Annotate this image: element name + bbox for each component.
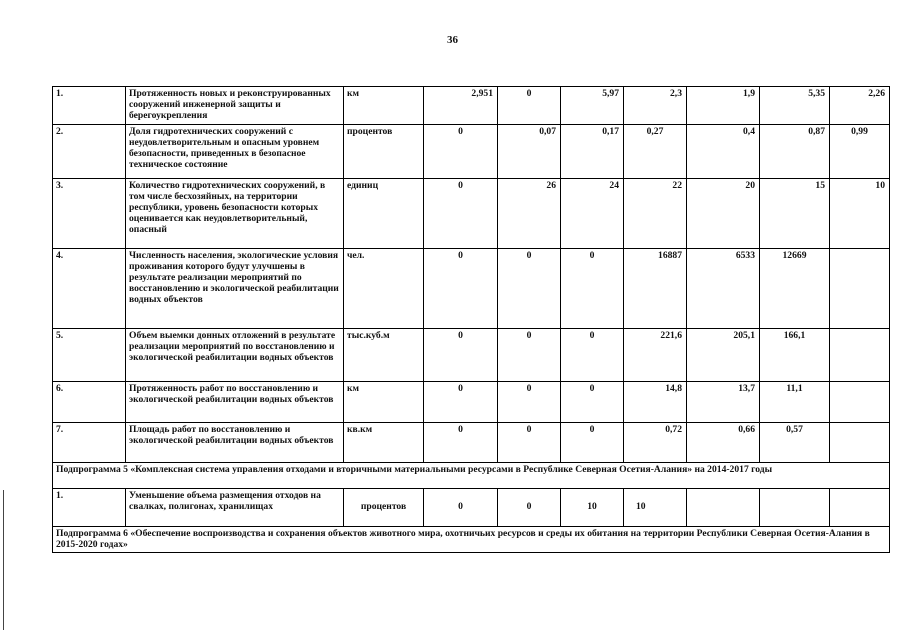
value: 0	[498, 87, 561, 125]
row-number: 2.	[53, 125, 126, 179]
subprogram-6-title: Подпрограмма 6 «Обеспечение воспроизводства и сохранения объектов животного мира, охотничьих ресурсов и среды их обитания на территории Республики Северная Осетия-Алания в 2015-2020 годах»	[53, 527, 890, 553]
unit: процентов	[344, 125, 424, 179]
value	[830, 489, 890, 527]
value: 0	[498, 249, 561, 329]
value: 10	[624, 489, 687, 527]
indicator-name: Численность населения, экологические условия проживания которого будут улучшены в результате реализации мероприятий по восстановлению и экологической реабилитации водных объектов	[126, 249, 344, 329]
table-row	[53, 382, 890, 423]
row-number: 4.	[53, 249, 126, 329]
value: 0	[498, 489, 561, 527]
value: 0	[498, 329, 561, 382]
table-row	[53, 249, 890, 329]
indicator-name: Объем выемки донных отложений в результате реализации мероприятий по восстановлению и экологической реабилитации водных объектов	[126, 329, 344, 382]
row-number: 7.	[53, 423, 126, 463]
indicator-name: Количество гидротехнических сооружений, в том числе бесхозяйных, на территории республики, уровень безопасности которых оценивается как неудовлетворительный, опасный	[126, 179, 344, 249]
table-row	[53, 125, 890, 179]
value: 2,26	[830, 87, 890, 125]
value: 11,1	[760, 382, 830, 423]
indicator-name: Протяженность работ по восстановлению и экологической реабилитации водных объектов	[126, 382, 344, 423]
value: 14,8	[624, 382, 687, 423]
value: 15	[760, 179, 830, 249]
indicator-name: Доля гидротехнических сооружений с неудовлетворительным и опасным уровнем безопасности, приведенных в безопасное техническое состояние	[126, 125, 344, 179]
value: 13,7	[687, 382, 760, 423]
value: 0,27	[624, 125, 687, 179]
unit: км	[344, 87, 424, 125]
unit: км	[344, 382, 424, 423]
value: 12669	[760, 249, 830, 329]
value: 0,4	[687, 125, 760, 179]
value: 166,1	[760, 329, 830, 382]
value: 0	[424, 179, 498, 249]
value: 0	[424, 125, 498, 179]
value: 0	[561, 382, 624, 423]
value: 0,99	[830, 125, 890, 179]
value: 0	[424, 249, 498, 329]
value: 0	[424, 423, 498, 463]
value	[687, 489, 760, 527]
value: 10	[561, 489, 624, 527]
value: 5,35	[760, 87, 830, 125]
value	[760, 489, 830, 527]
table-row	[53, 179, 890, 249]
value: 0	[561, 423, 624, 463]
unit: единиц	[344, 179, 424, 249]
value: 221,6	[624, 329, 687, 382]
value: 0,66	[687, 423, 760, 463]
value: 0,07	[498, 125, 561, 179]
subprogram-row	[53, 527, 890, 553]
value: 20	[687, 179, 760, 249]
margin-line	[3, 490, 4, 630]
value: 26	[498, 179, 561, 249]
row-number: 6.	[53, 382, 126, 423]
value: 0	[561, 329, 624, 382]
value: 6533	[687, 249, 760, 329]
value: 0	[424, 382, 498, 423]
value: 24	[561, 179, 624, 249]
page-number: 36	[447, 34, 458, 46]
indicators-table	[52, 86, 890, 553]
unit: процентов	[344, 489, 424, 527]
row-number: 3.	[53, 179, 126, 249]
value: 22	[624, 179, 687, 249]
table-row	[53, 423, 890, 463]
value	[830, 249, 890, 329]
unit: тыс.куб.м	[344, 329, 424, 382]
value: 0,17	[561, 125, 624, 179]
value: 0	[498, 423, 561, 463]
indicator-name: Протяженность новых и реконструированных сооружений инженерной защиты и берегоукрепления	[126, 87, 344, 125]
value: 5,97	[561, 87, 624, 125]
indicator-name: Площадь работ по восстановлению и экологической реабилитации водных объектов	[126, 423, 344, 463]
value: 2,3	[624, 87, 687, 125]
value: 16887	[624, 249, 687, 329]
table-row	[53, 87, 890, 125]
value: 0,57	[760, 423, 830, 463]
value: 2,951	[424, 87, 498, 125]
value	[830, 382, 890, 423]
unit: чел.	[344, 249, 424, 329]
value	[830, 329, 890, 382]
row-number: 5.	[53, 329, 126, 382]
row-number: 1.	[53, 87, 126, 125]
value: 0	[424, 489, 498, 527]
value: 0	[561, 249, 624, 329]
row-number: 1.	[53, 489, 126, 527]
indicator-name: Уменьшение объема размещения отходов на свалках, полигонах, хранилищах	[126, 489, 344, 527]
value: 205,1	[687, 329, 760, 382]
value: 1,9	[687, 87, 760, 125]
value: 10	[830, 179, 890, 249]
value: 0	[498, 382, 561, 423]
subprogram-row	[53, 463, 890, 489]
unit: кв.км	[344, 423, 424, 463]
value: 0,72	[624, 423, 687, 463]
table-row	[53, 489, 890, 527]
table-row	[53, 329, 890, 382]
value: 0	[424, 329, 498, 382]
value	[830, 423, 890, 463]
value: 0,87	[760, 125, 830, 179]
subprogram-5-title: Подпрограмма 5 «Комплексная система управления отходами и вторичными материальными ресурсами в Республике Северная Осетия-Алания» на 2014-2017 годы	[53, 463, 890, 489]
